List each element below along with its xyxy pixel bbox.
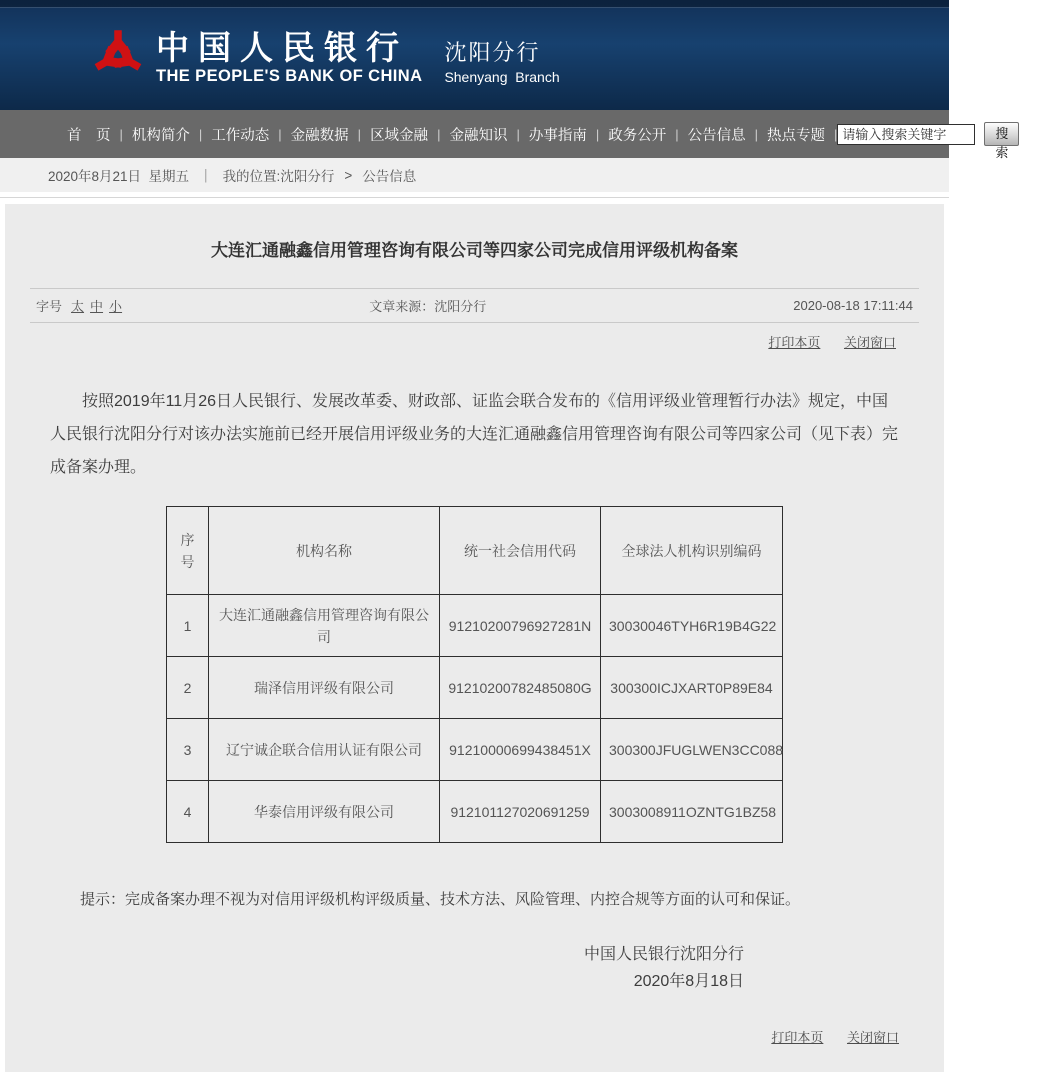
nav-separator: | <box>198 126 203 142</box>
nav-separator: | <box>754 126 759 142</box>
nav-separator: | <box>595 126 600 142</box>
nav-item-8[interactable]: 政务公开 <box>608 127 667 144</box>
cell-lei-code: 30030046TYH6R19B4G22 <box>601 595 783 657</box>
signature-block <box>5 941 944 995</box>
cell-uscc-code: 91210200796927281N <box>440 595 601 657</box>
bank-name <box>156 24 422 86</box>
branch-name-en: Shenyang Branch <box>444 69 560 85</box>
cell-agency-name: 华泰信用评级有限公司 <box>209 781 440 843</box>
cell-seq: 3 <box>167 719 209 781</box>
cell-uscc-code: 91210200782485080G <box>440 657 601 719</box>
font-size-option-3[interactable]: 小 <box>109 299 123 314</box>
nav-separator: | <box>834 126 838 142</box>
brand-area <box>0 0 949 110</box>
article-meta <box>30 288 919 323</box>
divider-line <box>0 197 949 198</box>
table-header-row <box>167 507 783 595</box>
content-panel <box>5 204 944 1072</box>
article-source: 文章来源：沈阳分行 <box>369 299 487 314</box>
pboc-logo-icon <box>94 17 142 93</box>
breadcrumb-divider: ｜ <box>199 169 213 184</box>
top-actions <box>53 332 896 351</box>
nav-items <box>58 124 837 145</box>
nav-separator: | <box>675 126 679 142</box>
close-window-link-bottom[interactable]: 关闭窗口 <box>846 1030 899 1045</box>
table-header-3: 统一社会信用代码 <box>440 507 601 595</box>
main-nav <box>0 96 1042 172</box>
cell-seq: 2 <box>167 657 209 719</box>
nav-separator: | <box>357 126 362 142</box>
print-page-link[interactable]: 打印本页 <box>768 335 821 350</box>
nav-item-1[interactable]: 首 页 <box>67 127 111 144</box>
nav-item-2[interactable]: 机构简介 <box>131 127 190 144</box>
breadcrumb-arrow: > <box>344 167 353 183</box>
breadcrumb <box>0 158 949 192</box>
cell-uscc-code: 91210000699438451X <box>440 719 601 781</box>
font-size-links <box>71 296 128 315</box>
cell-agency-name: 大连汇通融鑫信用管理咨询有限公司 <box>209 595 440 657</box>
branch-name <box>444 24 559 86</box>
table-row <box>167 719 783 781</box>
agency-table <box>166 506 783 843</box>
site-header <box>0 0 949 110</box>
close-window-link[interactable]: 关闭窗口 <box>843 335 896 350</box>
signature-org: 中国人民银行沈阳分行 <box>583 946 744 963</box>
table-header-2: 机构名称 <box>209 507 440 595</box>
branch-name-cn: 沈阳分行 <box>444 40 541 65</box>
font-size-controls <box>36 296 369 315</box>
cell-uscc-code: 912101127020691259 <box>440 781 601 843</box>
table-header-1: 序号 <box>167 507 209 595</box>
font-size-option-2[interactable]: 中 <box>90 299 104 314</box>
nav-separator: | <box>119 126 123 142</box>
cell-seq: 1 <box>167 595 209 657</box>
table-row <box>167 781 783 843</box>
table-row <box>167 657 783 719</box>
nav-item-5[interactable]: 区域金融 <box>370 127 429 144</box>
cell-lei-code: 300300ICJXART0P89E84 <box>601 657 783 719</box>
font-size-option-1[interactable]: 太 <box>71 299 85 314</box>
cell-lei-code: 3003008911OZNTG1BZ58 <box>601 781 783 843</box>
nav-separator: | <box>516 126 520 142</box>
print-page-link-bottom[interactable]: 打印本页 <box>771 1030 824 1045</box>
font-size-label: 字号 <box>36 299 63 314</box>
nav-item-3[interactable]: 工作动态 <box>211 127 270 144</box>
cell-seq: 4 <box>167 781 209 843</box>
article-body: 按照2019年11月26日人民银行、发展改革委、财政部、证监会联合发布的《信用评级业管理暂行办法》规定，中国人民银行沈阳分行对该办法实施前已经开展信用评级业务的大连汇通融鑫信用管理咨询有限公司等四家公司（见下表）完成备案办理。 <box>50 393 899 476</box>
nav-item-9[interactable]: 公告信息 <box>687 127 746 144</box>
signature-date: 2020年8月18日 <box>633 973 744 990</box>
breadcrumb-date: 2020年8月21日 星期五 <box>48 169 190 184</box>
nav-separator: | <box>278 126 282 142</box>
article-note: 提示：完成备案办理不视为对信用评级机构评级质量、技术方法、风险管理、内控合规等方面的认可和保证。 <box>80 891 801 908</box>
bank-name-en: THE PEOPLE'S BANK OF CHINA <box>156 67 423 85</box>
page-title: 大连汇通融鑫信用管理咨询有限公司等四家公司完成信用评级机构备案 <box>211 241 738 260</box>
nav-separator: | <box>437 126 441 142</box>
search-button[interactable]: 搜索 <box>984 122 1019 146</box>
breadcrumb-current[interactable]: 公告信息 <box>362 169 417 184</box>
breadcrumb-location: 我的位置:沈阳分行 <box>222 169 335 184</box>
nav-item-4[interactable]: 金融数据 <box>290 127 349 144</box>
table-row <box>167 595 783 657</box>
table-header-4: 全球法人机构识别编码 <box>601 507 783 595</box>
advanced-search-link[interactable]: 高级搜索 <box>1028 96 1042 172</box>
nav-item-6[interactable]: 金融知识 <box>449 127 508 144</box>
article-datetime: 2020-08-18 17:11:44 <box>793 298 913 313</box>
search-input[interactable] <box>837 124 975 145</box>
cell-agency-name: 瑞泽信用评级有限公司 <box>209 657 440 719</box>
bottom-actions <box>50 1027 899 1046</box>
nav-item-7[interactable]: 办事指南 <box>528 127 587 144</box>
nav-item-10[interactable]: 热点专题 <box>767 127 826 144</box>
bank-name-cn: 中国人民银行 <box>156 29 408 66</box>
cell-lei-code: 300300JFUGLWEN3CC088 <box>601 719 783 781</box>
cell-agency-name: 辽宁诚企联合信用认证有限公司 <box>209 719 440 781</box>
